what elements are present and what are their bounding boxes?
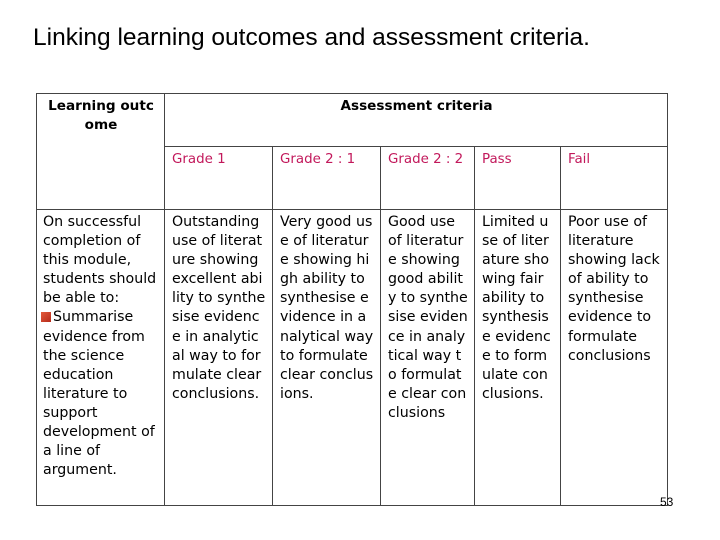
learning-outcome-header: Learning outcome: [37, 94, 165, 210]
grade-2-2-header: Grade 2 : 2: [381, 147, 475, 210]
grade-1-header: Grade 1: [165, 147, 273, 210]
criteria-row: [37, 210, 668, 506]
fail-criteria: Poor use of literature showing lack of ability to synthesise evidence to formulate conclusions: [561, 210, 668, 506]
table-header-row: [37, 94, 668, 147]
page-number: 53: [660, 495, 674, 509]
learning-outcome-cell: [37, 210, 165, 506]
assessment-criteria-header: Assessment criteria: [165, 94, 668, 147]
assessment-table: [36, 93, 668, 506]
bullet-icon: [41, 312, 51, 322]
grade-2-1-header: Grade 2 : 1: [273, 147, 381, 210]
grade-2-2-criteria: Good use of literature showing good ability to synthesise evidence in analytical way to formulate clear conclusions: [381, 210, 475, 506]
grade-1-criteria: Outstanding use of literature showing excellent ability to synthesise evidence in analytical way to formulate clear conclusions.: [165, 210, 273, 506]
outcome-bullet: Summarise evidence from the science education literature to support development of a line of argument.: [43, 309, 155, 479]
fail-header: Fail: [561, 147, 668, 210]
outcome-intro: On successful completion of this module, students should be able to:: [43, 214, 157, 307]
pass-header: Pass: [475, 147, 561, 210]
grade-2-1-criteria: Very good use of literature showing high ability to synthesise evidence in analytical way to formulate clear conclusions.: [273, 210, 381, 506]
pass-criteria: Limited use of literature showing fair ability to synthesise evidence to formulate conclusions.: [475, 210, 561, 506]
slide-title: Linking learning outcomes and assessment criteria.: [33, 24, 590, 51]
